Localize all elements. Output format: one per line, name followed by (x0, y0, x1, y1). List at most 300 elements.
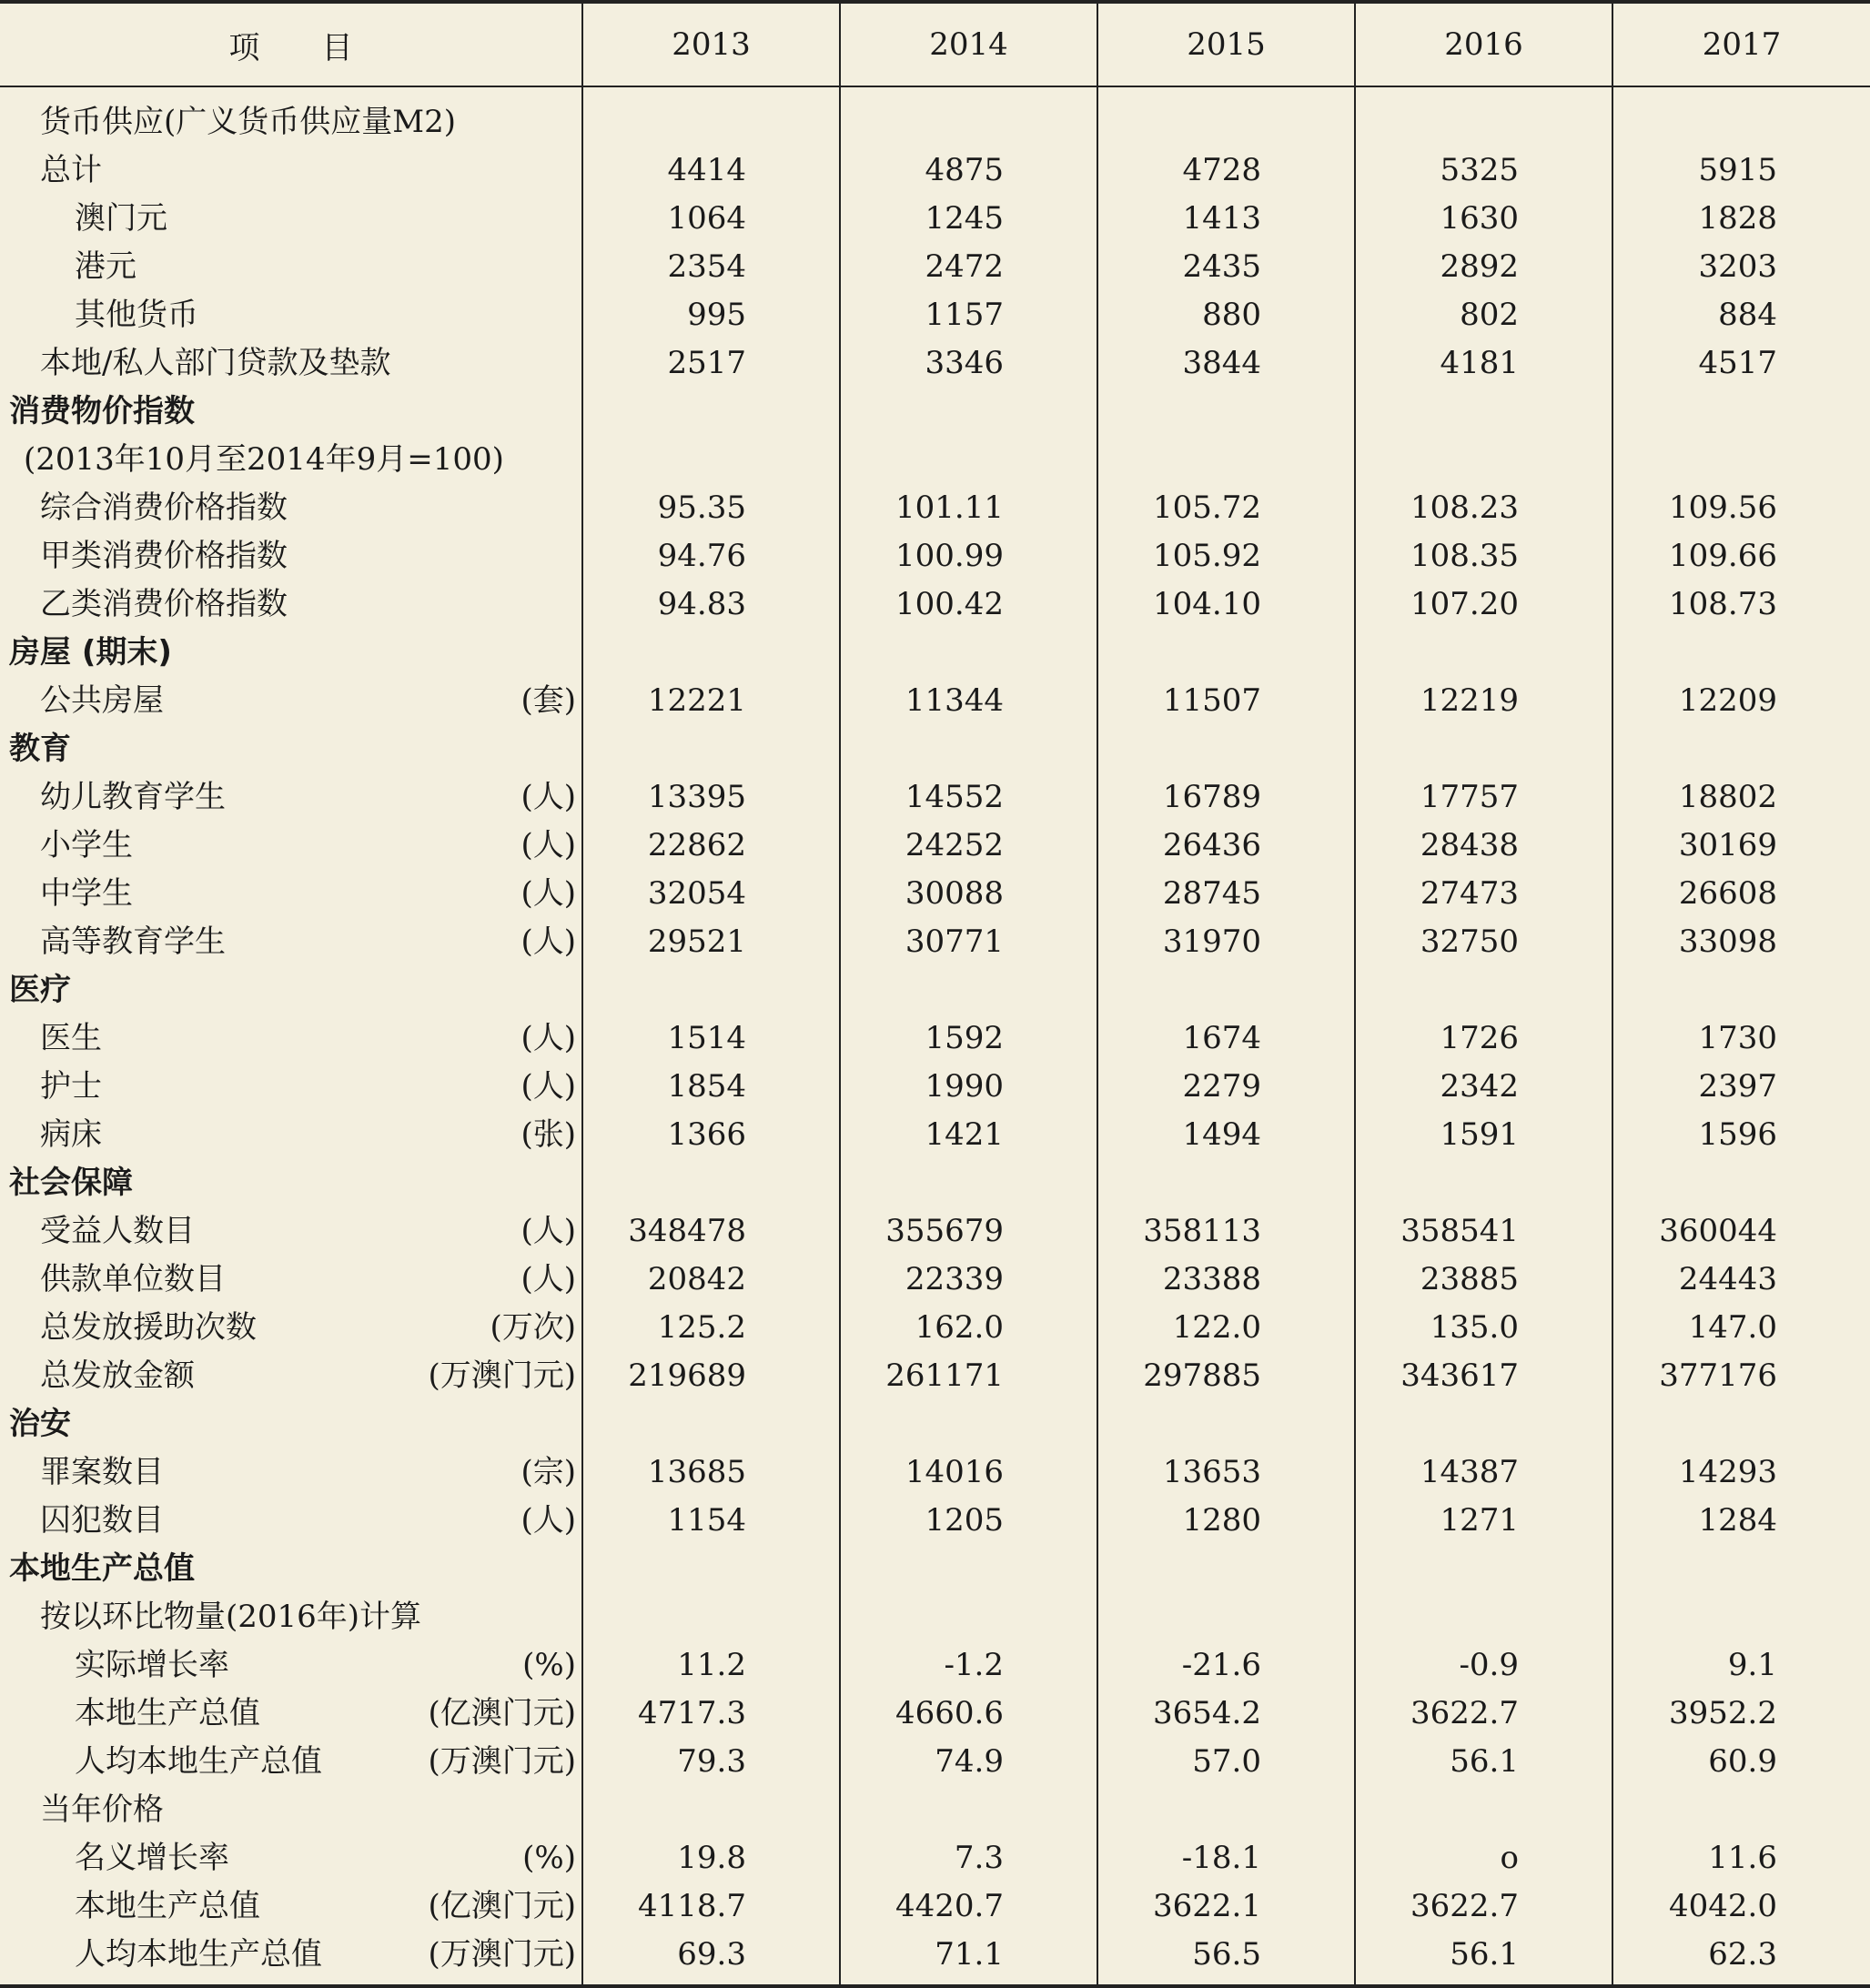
value-cell: 3622.7 (1355, 1882, 1612, 1931)
value-cell: 1730 (1612, 1014, 1870, 1063)
value-cell (1355, 388, 1612, 436)
item-cell (0, 339, 582, 388)
value-cell: 4181 (1355, 339, 1612, 388)
item-cell (0, 388, 582, 436)
value-cell: 9.1 (1612, 1641, 1870, 1690)
item-label: 总发放援助次数 (40, 1309, 257, 1346)
item-cell (0, 436, 582, 484)
item-label: 总发放金额 (40, 1357, 195, 1394)
value-cell: 62.3 (1612, 1931, 1870, 1986)
category-label: 本地生产总值 (9, 1550, 195, 1587)
value-cell (1097, 86, 1355, 146)
value-cell: 23885 (1355, 1256, 1612, 1304)
value-cell: 18802 (1612, 773, 1870, 822)
item-cell (0, 1304, 582, 1352)
value-cell (840, 1786, 1097, 1834)
item-label: 名义增长率 (75, 1840, 229, 1876)
value-cell: 60.9 (1612, 1738, 1870, 1786)
value-cell (1612, 1159, 1870, 1207)
category-label: 房屋 (期末) (9, 634, 172, 671)
item-cell (0, 291, 582, 339)
table-row (0, 1063, 1870, 1111)
value-cell: 11344 (840, 677, 1097, 725)
value-cell: 28438 (1355, 822, 1612, 870)
item-cell (0, 629, 582, 677)
item-label: 货币供应(广义货币供应量M2) (40, 104, 456, 140)
value-cell: 4414 (582, 146, 840, 195)
value-cell (1612, 86, 1870, 146)
value-cell: 13685 (582, 1448, 840, 1497)
value-cell: 71.1 (840, 1931, 1097, 1986)
value-cell: 12219 (1355, 677, 1612, 725)
value-cell: -1.2 (840, 1641, 1097, 1690)
value-cell (1612, 1400, 1870, 1448)
table-row (0, 1111, 1870, 1159)
value-cell (840, 388, 1097, 436)
item-column-header: 项 目 (0, 2, 582, 86)
value-cell: 16789 (1097, 773, 1355, 822)
table-row (0, 918, 1870, 966)
value-cell: 1284 (1612, 1497, 1870, 1545)
table-row (0, 1352, 1870, 1400)
unit-label: (张) (521, 1116, 576, 1153)
value-cell: 884 (1612, 291, 1870, 339)
value-cell: 4042.0 (1612, 1882, 1870, 1931)
value-cell (1355, 1593, 1612, 1641)
table-row (0, 1641, 1870, 1690)
value-cell (1097, 388, 1355, 436)
value-cell (1097, 725, 1355, 773)
value-cell: 1366 (582, 1111, 840, 1159)
item-cell (0, 725, 582, 773)
value-cell: 360044 (1612, 1207, 1870, 1256)
item-cell (0, 580, 582, 629)
value-cell: 94.76 (582, 532, 840, 580)
item-label: 人均本地生产总值 (75, 1936, 322, 1973)
value-cell: 358113 (1097, 1207, 1355, 1256)
value-cell: 802 (1355, 291, 1612, 339)
item-label: 囚犯数目 (40, 1502, 164, 1539)
table-row (0, 1882, 1870, 1931)
value-cell: 24252 (840, 822, 1097, 870)
item-cell (0, 1882, 582, 1931)
value-cell (1355, 1400, 1612, 1448)
table-row (0, 677, 1870, 725)
item-label: (2013年10月至2014年9月=100) (24, 441, 504, 478)
value-cell: 3844 (1097, 339, 1355, 388)
unit-label: (%) (522, 1840, 576, 1876)
value-cell: 22862 (582, 822, 840, 870)
value-cell: 26608 (1612, 870, 1870, 918)
value-cell: 32750 (1355, 918, 1612, 966)
value-cell: -0.9 (1355, 1641, 1612, 1690)
value-cell: 79.3 (582, 1738, 840, 1786)
item-cell (0, 1786, 582, 1834)
value-cell (840, 1593, 1097, 1641)
item-cell (0, 1256, 582, 1304)
value-cell (840, 1400, 1097, 1448)
item-cell (0, 1497, 582, 1545)
value-cell: 3203 (1612, 243, 1870, 291)
item-label: 综合消费价格指数 (40, 489, 288, 526)
value-cell: 105.72 (1097, 484, 1355, 532)
value-cell: 1592 (840, 1014, 1097, 1063)
value-cell: 30169 (1612, 822, 1870, 870)
value-cell (582, 1593, 840, 1641)
item-cell (0, 243, 582, 291)
value-cell: 2472 (840, 243, 1097, 291)
unit-label: (套) (521, 682, 576, 719)
table-row (0, 1207, 1870, 1256)
value-cell: 13395 (582, 773, 840, 822)
value-cell (1355, 725, 1612, 773)
category-label: 治安 (9, 1406, 71, 1442)
value-cell: 122.0 (1097, 1304, 1355, 1352)
item-cell (0, 195, 582, 243)
unit-label: (万次) (490, 1309, 576, 1346)
value-cell (1355, 966, 1612, 1014)
value-cell: 108.23 (1355, 484, 1612, 532)
item-label: 幼儿教育学生 (40, 779, 226, 815)
value-cell: 355679 (840, 1207, 1097, 1256)
item-cell (0, 1834, 582, 1882)
value-cell: 11.2 (582, 1641, 840, 1690)
value-cell: 29521 (582, 918, 840, 966)
value-cell: 1245 (840, 195, 1097, 243)
value-cell: 31970 (1097, 918, 1355, 966)
item-cell (0, 822, 582, 870)
value-cell: 1726 (1355, 1014, 1612, 1063)
item-label: 医生 (40, 1020, 102, 1056)
table-row (0, 1690, 1870, 1738)
value-cell (582, 725, 840, 773)
table-row (0, 339, 1870, 388)
table-row (0, 1738, 1870, 1786)
value-cell (1355, 1545, 1612, 1593)
value-cell: 74.9 (840, 1738, 1097, 1786)
value-cell: -21.6 (1097, 1641, 1355, 1690)
table-row (0, 86, 1870, 146)
value-cell: 30771 (840, 918, 1097, 966)
value-cell: 2279 (1097, 1063, 1355, 1111)
value-cell: 5325 (1355, 146, 1612, 195)
category-label: 医疗 (9, 972, 71, 1008)
value-cell: 343617 (1355, 1352, 1612, 1400)
value-cell: 108.35 (1355, 532, 1612, 580)
item-cell (0, 1448, 582, 1497)
item-cell (0, 773, 582, 822)
item-cell (0, 1400, 582, 1448)
item-label: 总计 (40, 152, 102, 188)
value-cell: 23388 (1097, 1256, 1355, 1304)
item-label: 护士 (40, 1068, 102, 1105)
item-label: 受益人数目 (40, 1213, 195, 1249)
value-cell: 377176 (1612, 1352, 1870, 1400)
table-row (0, 195, 1870, 243)
value-cell: 3622.1 (1097, 1882, 1355, 1931)
item-label: 澳门元 (75, 200, 167, 237)
value-cell: 32054 (582, 870, 840, 918)
category-row (0, 1159, 1870, 1207)
table-row (0, 822, 1870, 870)
item-label: 实际增长率 (75, 1647, 229, 1683)
year-column-header: 2014 (840, 2, 1097, 86)
table-row (0, 1014, 1870, 1063)
value-cell: 20842 (582, 1256, 840, 1304)
value-cell: 33098 (1612, 918, 1870, 966)
value-cell: 1591 (1355, 1111, 1612, 1159)
unit-label: (宗) (521, 1454, 576, 1490)
value-cell: 11507 (1097, 677, 1355, 725)
value-cell (1612, 1786, 1870, 1834)
value-cell: 297885 (1097, 1352, 1355, 1400)
category-label: 教育 (9, 731, 71, 767)
item-label: 本地生产总值 (75, 1888, 260, 1924)
value-cell: 4660.6 (840, 1690, 1097, 1738)
value-cell: 56.1 (1355, 1738, 1612, 1786)
value-cell: 4717.3 (582, 1690, 840, 1738)
value-cell: 28745 (1097, 870, 1355, 918)
table-row (0, 1256, 1870, 1304)
value-cell: 4728 (1097, 146, 1355, 195)
value-cell (582, 629, 840, 677)
value-cell (1097, 1593, 1355, 1641)
unit-label: (人) (521, 827, 576, 863)
value-cell: 14016 (840, 1448, 1097, 1497)
value-cell (1097, 1159, 1355, 1207)
value-cell: 1494 (1097, 1111, 1355, 1159)
table-row (0, 243, 1870, 291)
item-cell (0, 484, 582, 532)
category-label: 消费物价指数 (9, 393, 195, 429)
value-cell (1612, 966, 1870, 1014)
unit-label: (万澳门元) (428, 1743, 576, 1780)
value-cell (1097, 1545, 1355, 1593)
value-cell: 147.0 (1612, 1304, 1870, 1352)
item-cell (0, 1738, 582, 1786)
item-cell (0, 1593, 582, 1641)
value-cell: 13653 (1097, 1448, 1355, 1497)
value-cell: 95.35 (582, 484, 840, 532)
item-label: 本地生产总值 (75, 1695, 260, 1731)
value-cell: 1630 (1355, 195, 1612, 243)
value-cell: 1596 (1612, 1111, 1870, 1159)
value-cell: 2397 (1612, 1063, 1870, 1111)
item-label: 乙类消费价格指数 (40, 586, 288, 622)
value-cell (582, 1159, 840, 1207)
item-label: 中学生 (40, 875, 133, 912)
year-column-header: 2017 (1612, 2, 1870, 86)
item-label: 其他货币 (75, 297, 198, 333)
table-row (0, 1834, 1870, 1882)
value-cell: 57.0 (1097, 1738, 1355, 1786)
value-cell: 108.73 (1612, 580, 1870, 629)
unit-label: (人) (521, 1020, 576, 1056)
value-cell: 1413 (1097, 195, 1355, 243)
value-cell (582, 388, 840, 436)
value-cell: 14293 (1612, 1448, 1870, 1497)
value-cell: 1854 (582, 1063, 840, 1111)
value-cell (840, 725, 1097, 773)
item-cell (0, 1641, 582, 1690)
item-cell (0, 870, 582, 918)
value-cell (582, 966, 840, 1014)
table-row (0, 1786, 1870, 1834)
header-row (0, 2, 1870, 86)
value-cell: 100.99 (840, 532, 1097, 580)
item-label: 按以环比物量(2016年)计算 (40, 1599, 422, 1635)
table-row (0, 532, 1870, 580)
category-row (0, 725, 1870, 773)
value-cell: 880 (1097, 291, 1355, 339)
value-cell (840, 86, 1097, 146)
category-row (0, 388, 1870, 436)
value-cell: 109.56 (1612, 484, 1870, 532)
table-row (0, 484, 1870, 532)
item-label: 供款单位数目 (40, 1261, 226, 1297)
value-cell: 94.83 (582, 580, 840, 629)
item-cell (0, 1931, 582, 1986)
item-label: 小学生 (40, 827, 133, 863)
table-row (0, 1593, 1870, 1641)
value-cell: 11.6 (1612, 1834, 1870, 1882)
value-cell (582, 86, 840, 146)
table-row (0, 146, 1870, 195)
unit-label: (人) (521, 1261, 576, 1297)
value-cell (1097, 1786, 1355, 1834)
item-label: 本地/私人部门贷款及垫款 (40, 345, 391, 381)
value-cell: 1421 (840, 1111, 1097, 1159)
value-cell: 27473 (1355, 870, 1612, 918)
value-cell: 19.8 (582, 1834, 840, 1882)
value-cell: 2342 (1355, 1063, 1612, 1111)
unit-label: (万澳门元) (428, 1357, 576, 1394)
value-cell: 56.5 (1097, 1931, 1355, 1986)
value-cell (582, 436, 840, 484)
item-cell (0, 1352, 582, 1400)
value-cell (1612, 1593, 1870, 1641)
value-cell: 3346 (840, 339, 1097, 388)
value-cell: 348478 (582, 1207, 840, 1256)
table-row (0, 436, 1870, 484)
item-cell (0, 918, 582, 966)
value-cell: 995 (582, 291, 840, 339)
value-cell: 2892 (1355, 243, 1612, 291)
value-cell: 12209 (1612, 677, 1870, 725)
value-cell: 14387 (1355, 1448, 1612, 1497)
value-cell: 1828 (1612, 195, 1870, 243)
item-label: 甲类消费价格指数 (40, 538, 288, 574)
value-cell (1355, 1786, 1612, 1834)
value-cell: 219689 (582, 1352, 840, 1400)
item-label: 高等教育学生 (40, 923, 226, 960)
value-cell (582, 1400, 840, 1448)
value-cell: 69.3 (582, 1931, 840, 1986)
item-cell (0, 146, 582, 195)
value-cell (1612, 436, 1870, 484)
value-cell (840, 1545, 1097, 1593)
value-cell: 101.11 (840, 484, 1097, 532)
value-cell: 1064 (582, 195, 840, 243)
value-cell: -18.1 (1097, 1834, 1355, 1882)
value-cell: 17757 (1355, 773, 1612, 822)
item-label: 病床 (40, 1116, 102, 1153)
table-body (0, 86, 1870, 1986)
value-cell: 2354 (582, 243, 840, 291)
unit-label: (亿澳门元) (428, 1695, 576, 1731)
value-cell: 22339 (840, 1256, 1097, 1304)
unit-label: (人) (521, 1068, 576, 1105)
unit-label: (%) (522, 1647, 576, 1683)
value-cell: 4420.7 (840, 1882, 1097, 1931)
value-cell: 4875 (840, 146, 1097, 195)
value-cell (1355, 86, 1612, 146)
value-cell (840, 966, 1097, 1014)
category-row (0, 1400, 1870, 1448)
value-cell (1097, 1400, 1355, 1448)
value-cell: 24443 (1612, 1256, 1870, 1304)
value-cell (1355, 629, 1612, 677)
value-cell (840, 1159, 1097, 1207)
value-cell: 1514 (582, 1014, 840, 1063)
value-cell: 5915 (1612, 146, 1870, 195)
table-row (0, 870, 1870, 918)
value-cell: 12221 (582, 677, 840, 725)
item-label: 罪案数目 (40, 1454, 164, 1490)
value-cell: 1271 (1355, 1497, 1612, 1545)
value-cell: o (1355, 1834, 1612, 1882)
item-label: 人均本地生产总值 (75, 1743, 322, 1780)
year-column-header: 2015 (1097, 2, 1355, 86)
item-cell (0, 1111, 582, 1159)
category-row (0, 1545, 1870, 1593)
value-cell (1097, 436, 1355, 484)
value-cell: 2517 (582, 339, 840, 388)
table-row (0, 580, 1870, 629)
value-cell (1612, 725, 1870, 773)
table-row (0, 1448, 1870, 1497)
category-row (0, 966, 1870, 1014)
value-cell: 3952.2 (1612, 1690, 1870, 1738)
value-cell: 4118.7 (582, 1882, 840, 1931)
item-cell (0, 1207, 582, 1256)
value-cell (840, 436, 1097, 484)
value-cell: 2435 (1097, 243, 1355, 291)
value-cell: 3622.7 (1355, 1690, 1612, 1738)
unit-label: (人) (521, 875, 576, 912)
value-cell: 1280 (1097, 1497, 1355, 1545)
value-cell (1355, 436, 1612, 484)
value-cell (1612, 1545, 1870, 1593)
value-cell: 3654.2 (1097, 1690, 1355, 1738)
item-cell (0, 1159, 582, 1207)
value-cell (840, 629, 1097, 677)
value-cell: 56.1 (1355, 1931, 1612, 1986)
unit-label: (人) (521, 1213, 576, 1249)
unit-label: (人) (521, 923, 576, 960)
value-cell: 135.0 (1355, 1304, 1612, 1352)
value-cell (1355, 1159, 1612, 1207)
item-cell (0, 532, 582, 580)
category-row (0, 629, 1870, 677)
value-cell: 358541 (1355, 1207, 1612, 1256)
item-cell (0, 1063, 582, 1111)
item-label: 当年价格 (40, 1791, 164, 1828)
unit-label: (万澳门元) (428, 1936, 576, 1973)
value-cell (1097, 966, 1355, 1014)
value-cell: 109.66 (1612, 532, 1870, 580)
value-cell: 261171 (840, 1352, 1097, 1400)
